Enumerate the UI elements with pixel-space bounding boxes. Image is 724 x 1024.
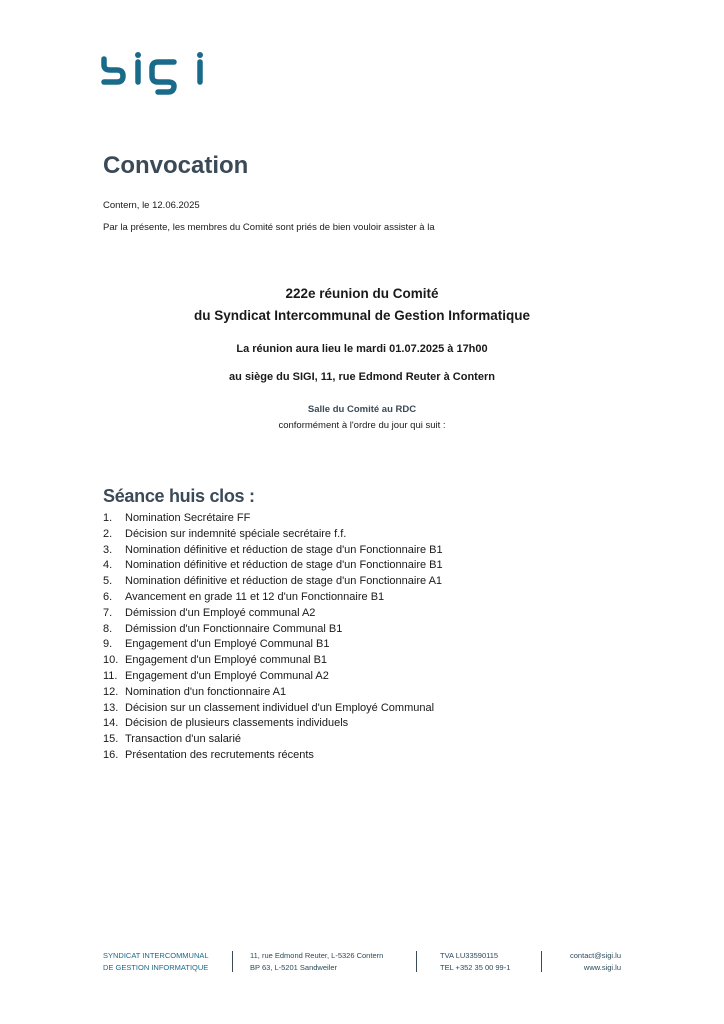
agenda-list xyxy=(103,511,443,764)
agenda-item-number: 9. xyxy=(103,638,113,651)
agenda-item xyxy=(103,590,443,606)
agenda-item-text: Nomination Secrétaire FF xyxy=(125,512,251,524)
agenda-item xyxy=(103,669,443,685)
agenda-item-number: 16. xyxy=(103,748,119,761)
agenda-item-text: Décision sur un classement individuel d'un Employé Communal xyxy=(125,701,435,714)
agenda-item xyxy=(103,701,443,717)
agenda-item-number: 6. xyxy=(103,590,113,603)
agenda-item-number: 8. xyxy=(103,622,113,635)
agenda-item-number: 12. xyxy=(103,685,119,698)
agenda-item-text: Nomination définitive et réduction de stage d'un Fonctionnaire B1 xyxy=(125,543,443,556)
agenda-item xyxy=(103,685,443,701)
agenda-item-number: 11. xyxy=(103,669,118,682)
footer-contact xyxy=(520,950,621,974)
agenda-item xyxy=(103,543,443,559)
agenda-item-text: Nomination définitive et réduction de stage d'un Fonctionnaire A1 xyxy=(125,575,443,588)
footer-divider xyxy=(232,951,233,972)
footer-organization xyxy=(103,950,209,974)
agenda-item-number: 2. xyxy=(103,527,113,540)
agenda-item-number: 3. xyxy=(103,543,113,556)
meeting-room: Salle du Comité au RDC xyxy=(307,404,417,415)
agenda-item-text: Engagement d'un Employé Communal B1 xyxy=(125,638,330,651)
intro-text: Par la présente, les membres du Comité sont priés de bien vouloir assister à la xyxy=(103,222,435,233)
agenda-item-text: Nomination définitive et réduction de stage d'un Fonctionnaire B1 xyxy=(125,559,443,572)
agenda-item xyxy=(103,622,443,638)
footer-divider xyxy=(416,951,417,972)
meeting-venue: au siège du SIGI, 11, rue Edmond Reuter à Contern xyxy=(229,371,495,383)
agenda-item-text: Transaction d'un salarié xyxy=(125,733,242,746)
agenda-item xyxy=(103,558,443,574)
footer-address-line2: BP 63, L-5201 Sandweiler xyxy=(250,963,338,972)
sigi-logo xyxy=(100,50,208,96)
agenda-item xyxy=(103,748,443,764)
agenda-item-number: 10. xyxy=(103,654,119,667)
agenda-item-number: 7. xyxy=(103,606,113,619)
agenda-item-text: Engagement d'un Employé Communal A2 xyxy=(125,669,329,682)
footer-tel: TEL +352 35 00 99-1 xyxy=(440,963,511,972)
agenda-item xyxy=(103,637,443,653)
agenda-item-text: Démission d'un Fonctionnaire Communal B1 xyxy=(125,622,343,635)
agenda-item-number: 1. xyxy=(103,512,113,524)
agenda-item-text: Engagement d'un Employé communal B1 xyxy=(125,654,328,667)
meeting-organization: du Syndicat Intercommunal de Gestion Informatique xyxy=(193,308,531,323)
agenda-item xyxy=(103,574,443,590)
agenda-item-number: 5. xyxy=(103,575,113,588)
footer-address-line1: 11, rue Edmond Reuter, L-5326 Contern xyxy=(250,951,384,960)
footer-registration xyxy=(440,950,510,974)
agenda-item-number: 4. xyxy=(103,559,113,572)
agenda-item-number: 13. xyxy=(103,701,119,714)
agenda-item-text: Nomination d'un fonctionnaire A1 xyxy=(125,685,287,698)
agenda-item xyxy=(103,606,443,622)
agenda-item-text: Décision de plusieurs classements individuels xyxy=(125,717,349,730)
footer-web[interactable]: www.sigi.lu xyxy=(583,963,621,972)
footer xyxy=(0,950,724,974)
agenda-item-text: Présentation des recrutements récents xyxy=(125,748,314,761)
footer-tva: TVA LU33590115 xyxy=(440,951,499,960)
agenda-item-number: 14. xyxy=(103,717,119,730)
footer-org-line2: DE GESTION INFORMATIQUE xyxy=(103,963,209,972)
section-heading: Séance huis clos : xyxy=(103,486,255,506)
meeting-datetime: La réunion aura lieu le mardi 01.07.2025 à 17h00 xyxy=(236,343,488,355)
agenda-item-text: Décision sur indemnité spéciale secrétaire f.f. xyxy=(125,527,347,540)
agenda-item xyxy=(103,716,443,732)
footer-org-line1: SYNDICAT INTERCOMMUNAL xyxy=(103,951,209,960)
agenda-item-number: 15. xyxy=(103,733,119,746)
agenda-item-text: Avancement en grade 11 et 12 d'un Fonctionnaire B1 xyxy=(125,590,385,603)
agenda-item xyxy=(103,732,443,748)
page-title: Convocation xyxy=(103,152,249,179)
agenda-intro: conformément à l'ordre du jour qui suit : xyxy=(278,420,446,431)
date-line: Contern, le 12.06.2025 xyxy=(103,200,200,211)
footer-email[interactable]: contact@sigi.lu xyxy=(570,951,621,960)
agenda-item xyxy=(103,511,443,527)
agenda-item xyxy=(103,527,443,543)
footer-address xyxy=(250,950,383,974)
agenda-item-text: Démission d'un Employé communal A2 xyxy=(125,606,316,619)
meeting-title: 222e réunion du Comité xyxy=(285,286,439,301)
agenda-item xyxy=(103,653,443,669)
